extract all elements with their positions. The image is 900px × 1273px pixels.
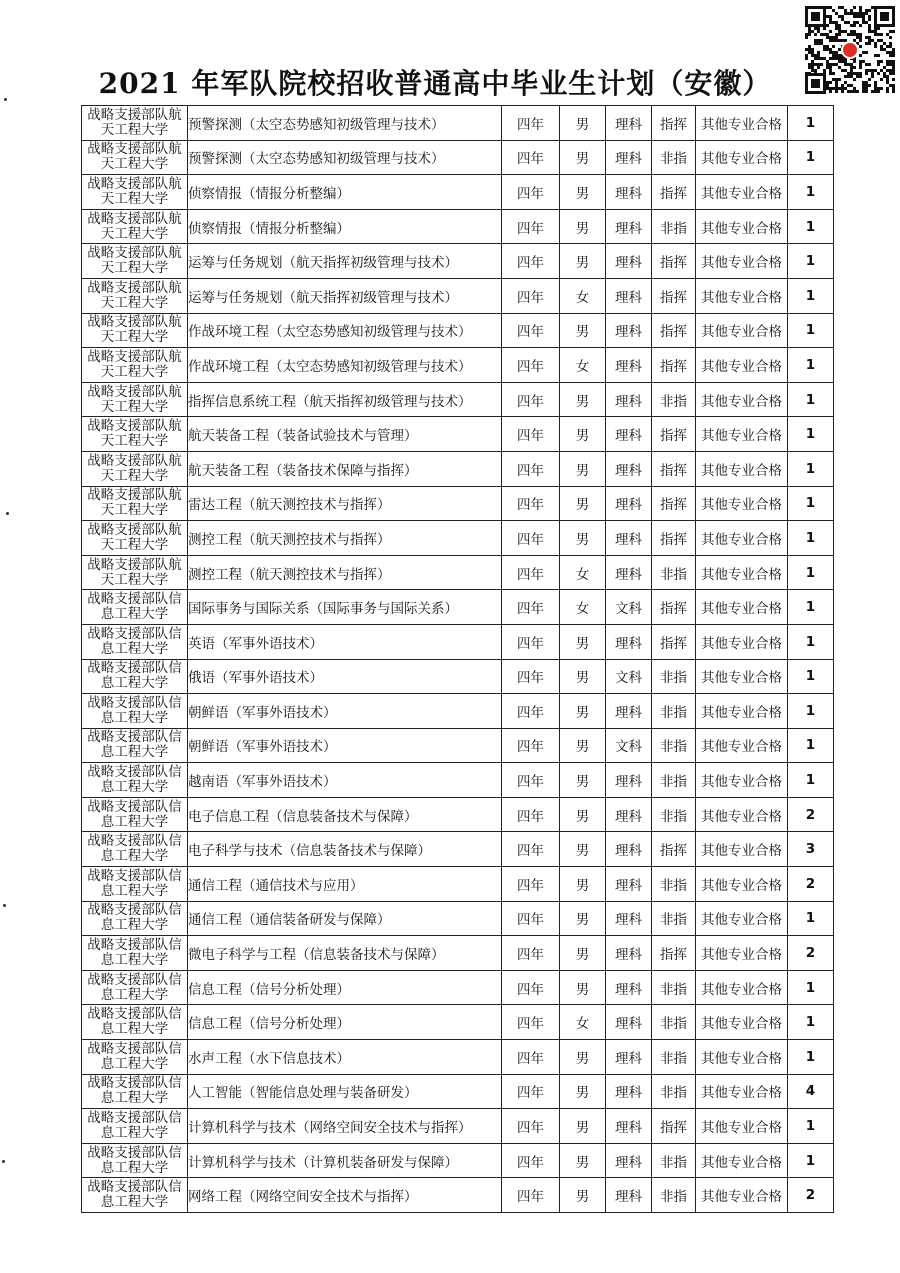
duration-cell: 四年	[502, 417, 560, 452]
requirement-cell: 其他专业合格	[696, 348, 788, 383]
duration-cell: 四年	[502, 832, 560, 867]
category-cell: 非指	[652, 1005, 696, 1040]
count-cell: 1	[788, 694, 834, 729]
school-cell: 战略支援部队信息工程大学	[82, 624, 188, 659]
school-cell: 战略支援部队信息工程大学	[82, 867, 188, 902]
subject-cell: 理科	[606, 486, 652, 521]
table-row	[82, 1074, 834, 1109]
major-cell: 越南语（军事外语技术）	[188, 763, 502, 798]
duration-cell: 四年	[502, 624, 560, 659]
subject-cell: 文科	[606, 659, 652, 694]
scan-speck	[3, 904, 6, 907]
table-row	[82, 763, 834, 798]
duration-cell: 四年	[502, 486, 560, 521]
duration-cell: 四年	[502, 936, 560, 971]
table-row	[82, 244, 834, 279]
count-cell: 1	[788, 382, 834, 417]
requirement-cell: 其他专业合格	[696, 313, 788, 348]
requirement-cell: 其他专业合格	[696, 140, 788, 175]
category-cell: 指挥	[652, 175, 696, 210]
gender-cell: 男	[560, 970, 606, 1005]
gender-cell: 男	[560, 417, 606, 452]
table-row	[82, 140, 834, 175]
duration-cell: 四年	[502, 313, 560, 348]
count-cell: 1	[788, 486, 834, 521]
duration-cell: 四年	[502, 763, 560, 798]
gender-cell: 男	[560, 1040, 606, 1075]
school-cell: 战略支援部队信息工程大学	[82, 763, 188, 798]
subject-cell: 理科	[606, 175, 652, 210]
count-cell: 1	[788, 451, 834, 486]
gender-cell: 男	[560, 175, 606, 210]
requirement-cell: 其他专业合格	[696, 970, 788, 1005]
subject-cell: 理科	[606, 1005, 652, 1040]
school-cell: 战略支援部队航天工程大学	[82, 106, 188, 141]
subject-cell: 理科	[606, 244, 652, 279]
duration-cell: 四年	[502, 1143, 560, 1178]
table-row	[82, 797, 834, 832]
gender-cell: 女	[560, 278, 606, 313]
subject-cell: 理科	[606, 313, 652, 348]
table-row	[82, 348, 834, 383]
gender-cell: 男	[560, 624, 606, 659]
school-cell: 战略支援部队航天工程大学	[82, 451, 188, 486]
count-cell: 4	[788, 1074, 834, 1109]
category-cell: 非指	[652, 1143, 696, 1178]
school-cell: 战略支援部队航天工程大学	[82, 278, 188, 313]
gender-cell: 男	[560, 451, 606, 486]
category-cell: 非指	[652, 970, 696, 1005]
duration-cell: 四年	[502, 451, 560, 486]
major-cell: 朝鲜语（军事外语技术）	[188, 728, 502, 763]
table-row	[82, 832, 834, 867]
gender-cell: 男	[560, 313, 606, 348]
duration-cell: 四年	[502, 278, 560, 313]
school-cell: 战略支援部队信息工程大学	[82, 590, 188, 625]
table-row	[82, 624, 834, 659]
count-cell: 1	[788, 244, 834, 279]
requirement-cell: 其他专业合格	[696, 555, 788, 590]
gender-cell: 男	[560, 763, 606, 798]
table-row	[82, 1040, 834, 1075]
count-cell: 1	[788, 417, 834, 452]
page-title: 2021 年军队院校招收普通高中毕业生计划（安徽）	[98, 67, 772, 100]
table-row	[82, 659, 834, 694]
major-cell: 计算机科学与技术（计算机装备研发与保障）	[188, 1143, 502, 1178]
duration-cell: 四年	[502, 348, 560, 383]
major-cell: 预警探测（太空态势感知初级管理与技术）	[188, 140, 502, 175]
subject-cell: 理科	[606, 1040, 652, 1075]
count-cell: 1	[788, 521, 834, 556]
requirement-cell: 其他专业合格	[696, 797, 788, 832]
count-cell: 1	[788, 659, 834, 694]
count-cell: 3	[788, 832, 834, 867]
major-cell: 网络工程（网络空间安全技术与指挥）	[188, 1178, 502, 1213]
major-cell: 指挥信息系统工程（航天指挥初级管理与技术）	[188, 382, 502, 417]
count-cell: 1	[788, 1005, 834, 1040]
gender-cell: 男	[560, 209, 606, 244]
major-cell: 通信工程（通信装备研发与保障）	[188, 901, 502, 936]
major-cell: 朝鲜语（军事外语技术）	[188, 694, 502, 729]
category-cell: 指挥	[652, 486, 696, 521]
subject-cell: 理科	[606, 624, 652, 659]
qr-code-icon	[805, 6, 895, 94]
table-row	[82, 382, 834, 417]
count-cell: 1	[788, 278, 834, 313]
subject-cell: 理科	[606, 140, 652, 175]
category-cell: 非指	[652, 1040, 696, 1075]
category-cell: 非指	[652, 1074, 696, 1109]
school-cell: 战略支援部队航天工程大学	[82, 209, 188, 244]
school-cell: 战略支援部队信息工程大学	[82, 1040, 188, 1075]
gender-cell: 男	[560, 832, 606, 867]
subject-cell: 理科	[606, 417, 652, 452]
category-cell: 非指	[652, 209, 696, 244]
requirement-cell: 其他专业合格	[696, 624, 788, 659]
requirement-cell: 其他专业合格	[696, 1109, 788, 1144]
category-cell: 指挥	[652, 624, 696, 659]
duration-cell: 四年	[502, 521, 560, 556]
requirement-cell: 其他专业合格	[696, 763, 788, 798]
category-cell: 指挥	[652, 521, 696, 556]
table-row	[82, 936, 834, 971]
major-cell: 航天装备工程（装备试验技术与管理）	[188, 417, 502, 452]
school-cell: 战略支援部队信息工程大学	[82, 1005, 188, 1040]
count-cell: 1	[788, 763, 834, 798]
category-cell: 指挥	[652, 590, 696, 625]
school-cell: 战略支援部队信息工程大学	[82, 901, 188, 936]
count-cell: 1	[788, 313, 834, 348]
requirement-cell: 其他专业合格	[696, 901, 788, 936]
table-row	[82, 1005, 834, 1040]
major-cell: 信息工程（信号分析处理）	[188, 1005, 502, 1040]
school-cell: 战略支援部队信息工程大学	[82, 1178, 188, 1213]
table-row	[82, 313, 834, 348]
category-cell: 指挥	[652, 348, 696, 383]
count-cell: 1	[788, 1143, 834, 1178]
duration-cell: 四年	[502, 1109, 560, 1144]
requirement-cell: 其他专业合格	[696, 1178, 788, 1213]
subject-cell: 理科	[606, 901, 652, 936]
major-cell: 通信工程（通信技术与应用）	[188, 867, 502, 902]
category-cell: 指挥	[652, 106, 696, 141]
subject-cell: 理科	[606, 521, 652, 556]
school-cell: 战略支援部队航天工程大学	[82, 175, 188, 210]
subject-cell: 理科	[606, 1109, 652, 1144]
count-cell: 1	[788, 624, 834, 659]
duration-cell: 四年	[502, 244, 560, 279]
count-cell: 2	[788, 1178, 834, 1213]
requirement-cell: 其他专业合格	[696, 1040, 788, 1075]
requirement-cell: 其他专业合格	[696, 382, 788, 417]
duration-cell: 四年	[502, 1178, 560, 1213]
major-cell: 电子信息工程（信息装备技术与保障）	[188, 797, 502, 832]
requirement-cell: 其他专业合格	[696, 486, 788, 521]
gender-cell: 男	[560, 1109, 606, 1144]
duration-cell: 四年	[502, 901, 560, 936]
table-row	[82, 1178, 834, 1213]
requirement-cell: 其他专业合格	[696, 728, 788, 763]
subject-cell: 理科	[606, 970, 652, 1005]
duration-cell: 四年	[502, 728, 560, 763]
duration-cell: 四年	[502, 970, 560, 1005]
subject-cell: 理科	[606, 797, 652, 832]
count-cell: 2	[788, 867, 834, 902]
duration-cell: 四年	[502, 209, 560, 244]
table-row	[82, 486, 834, 521]
category-cell: 指挥	[652, 832, 696, 867]
count-cell: 1	[788, 209, 834, 244]
gender-cell: 男	[560, 106, 606, 141]
gender-cell: 男	[560, 797, 606, 832]
scan-speck	[4, 98, 7, 101]
table-row	[82, 278, 834, 313]
category-cell: 非指	[652, 867, 696, 902]
requirement-cell: 其他专业合格	[696, 451, 788, 486]
category-cell: 指挥	[652, 313, 696, 348]
duration-cell: 四年	[502, 659, 560, 694]
table-row	[82, 867, 834, 902]
gender-cell: 男	[560, 659, 606, 694]
admission-plan-table	[81, 105, 834, 1213]
school-cell: 战略支援部队信息工程大学	[82, 1109, 188, 1144]
table-row	[82, 694, 834, 729]
school-cell: 战略支援部队信息工程大学	[82, 832, 188, 867]
gender-cell: 女	[560, 555, 606, 590]
gender-cell: 女	[560, 1005, 606, 1040]
subject-cell: 理科	[606, 382, 652, 417]
major-cell: 预警探测（太空态势感知初级管理与技术）	[188, 106, 502, 141]
scan-speck	[6, 512, 9, 515]
category-cell: 非指	[652, 555, 696, 590]
table-row	[82, 1143, 834, 1178]
subject-cell: 理科	[606, 348, 652, 383]
category-cell: 非指	[652, 659, 696, 694]
count-cell: 1	[788, 1040, 834, 1075]
school-cell: 战略支援部队航天工程大学	[82, 244, 188, 279]
duration-cell: 四年	[502, 867, 560, 902]
gender-cell: 男	[560, 728, 606, 763]
category-cell: 指挥	[652, 244, 696, 279]
gender-cell: 男	[560, 521, 606, 556]
school-cell: 战略支援部队航天工程大学	[82, 382, 188, 417]
school-cell: 战略支援部队信息工程大学	[82, 694, 188, 729]
gender-cell: 男	[560, 1143, 606, 1178]
school-cell: 战略支援部队航天工程大学	[82, 417, 188, 452]
category-cell: 非指	[652, 728, 696, 763]
category-cell: 非指	[652, 901, 696, 936]
category-cell: 指挥	[652, 278, 696, 313]
gender-cell: 男	[560, 486, 606, 521]
table-row	[82, 555, 834, 590]
table-row	[82, 175, 834, 210]
major-cell: 国际事务与国际关系（国际事务与国际关系）	[188, 590, 502, 625]
duration-cell: 四年	[502, 140, 560, 175]
subject-cell: 理科	[606, 1074, 652, 1109]
duration-cell: 四年	[502, 797, 560, 832]
category-cell: 非指	[652, 140, 696, 175]
requirement-cell: 其他专业合格	[696, 936, 788, 971]
school-cell: 战略支援部队信息工程大学	[82, 728, 188, 763]
subject-cell: 文科	[606, 728, 652, 763]
count-cell: 1	[788, 555, 834, 590]
subject-cell: 理科	[606, 278, 652, 313]
gender-cell: 男	[560, 867, 606, 902]
category-cell: 非指	[652, 382, 696, 417]
count-cell: 1	[788, 140, 834, 175]
count-cell: 1	[788, 175, 834, 210]
major-cell: 水声工程（水下信息技术）	[188, 1040, 502, 1075]
table-row	[82, 1109, 834, 1144]
table-row	[82, 209, 834, 244]
major-cell: 运筹与任务规划（航天指挥初级管理与技术）	[188, 244, 502, 279]
school-cell: 战略支援部队航天工程大学	[82, 486, 188, 521]
requirement-cell: 其他专业合格	[696, 175, 788, 210]
subject-cell: 理科	[606, 1178, 652, 1213]
major-cell: 雷达工程（航天测控技术与指挥）	[188, 486, 502, 521]
school-cell: 战略支援部队信息工程大学	[82, 659, 188, 694]
count-cell: 2	[788, 936, 834, 971]
major-cell: 英语（军事外语技术）	[188, 624, 502, 659]
requirement-cell: 其他专业合格	[696, 867, 788, 902]
category-cell: 指挥	[652, 451, 696, 486]
duration-cell: 四年	[502, 694, 560, 729]
duration-cell: 四年	[502, 555, 560, 590]
table-row	[82, 451, 834, 486]
count-cell: 1	[788, 106, 834, 141]
category-cell: 非指	[652, 763, 696, 798]
major-cell: 侦察情报（情报分析整编）	[188, 175, 502, 210]
gender-cell: 男	[560, 901, 606, 936]
major-cell: 测控工程（航天测控技术与指挥）	[188, 555, 502, 590]
major-cell: 计算机科学与技术（网络空间安全技术与指挥）	[188, 1109, 502, 1144]
requirement-cell: 其他专业合格	[696, 659, 788, 694]
gender-cell: 男	[560, 1178, 606, 1213]
major-cell: 作战环境工程（太空态势感知初级管理与技术）	[188, 313, 502, 348]
school-cell: 战略支援部队信息工程大学	[82, 936, 188, 971]
table-row	[82, 417, 834, 452]
gender-cell: 男	[560, 244, 606, 279]
category-cell: 指挥	[652, 1109, 696, 1144]
requirement-cell: 其他专业合格	[696, 1143, 788, 1178]
requirement-cell: 其他专业合格	[696, 278, 788, 313]
count-cell: 1	[788, 901, 834, 936]
requirement-cell: 其他专业合格	[696, 209, 788, 244]
subject-cell: 理科	[606, 867, 652, 902]
table-row	[82, 970, 834, 1005]
gender-cell: 男	[560, 936, 606, 971]
major-cell: 信息工程（信号分析处理）	[188, 970, 502, 1005]
category-cell: 非指	[652, 797, 696, 832]
school-cell: 战略支援部队信息工程大学	[82, 797, 188, 832]
category-cell: 非指	[652, 694, 696, 729]
subject-cell: 理科	[606, 1143, 652, 1178]
scan-speck	[2, 1160, 5, 1163]
major-cell: 作战环境工程（太空态势感知初级管理与技术）	[188, 348, 502, 383]
school-cell: 战略支援部队航天工程大学	[82, 140, 188, 175]
school-cell: 战略支援部队信息工程大学	[82, 970, 188, 1005]
requirement-cell: 其他专业合格	[696, 694, 788, 729]
subject-cell: 理科	[606, 763, 652, 798]
gender-cell: 女	[560, 348, 606, 383]
major-cell: 测控工程（航天测控技术与指挥）	[188, 521, 502, 556]
school-cell: 战略支援部队航天工程大学	[82, 521, 188, 556]
school-cell: 战略支援部队航天工程大学	[82, 313, 188, 348]
category-cell: 指挥	[652, 936, 696, 971]
gender-cell: 男	[560, 140, 606, 175]
major-cell: 航天装备工程（装备技术保障与指挥）	[188, 451, 502, 486]
duration-cell: 四年	[502, 175, 560, 210]
major-cell: 微电子科学与工程（信息装备技术与保障）	[188, 936, 502, 971]
subject-cell: 理科	[606, 936, 652, 971]
gender-cell: 男	[560, 382, 606, 417]
subject-cell: 理科	[606, 694, 652, 729]
major-cell: 侦察情报（情报分析整编）	[188, 209, 502, 244]
count-cell: 1	[788, 728, 834, 763]
count-cell: 1	[788, 1109, 834, 1144]
requirement-cell: 其他专业合格	[696, 521, 788, 556]
duration-cell: 四年	[502, 382, 560, 417]
school-cell: 战略支援部队信息工程大学	[82, 1143, 188, 1178]
requirement-cell: 其他专业合格	[696, 106, 788, 141]
table-row	[82, 590, 834, 625]
table-row	[82, 521, 834, 556]
count-cell: 1	[788, 970, 834, 1005]
subject-cell: 理科	[606, 555, 652, 590]
category-cell: 非指	[652, 1178, 696, 1213]
major-cell: 运筹与任务规划（航天指挥初级管理与技术）	[188, 278, 502, 313]
requirement-cell: 其他专业合格	[696, 1074, 788, 1109]
subject-cell: 理科	[606, 451, 652, 486]
table-row	[82, 728, 834, 763]
count-cell: 2	[788, 797, 834, 832]
major-cell: 电子科学与技术（信息装备技术与保障）	[188, 832, 502, 867]
requirement-cell: 其他专业合格	[696, 1005, 788, 1040]
subject-cell: 文科	[606, 590, 652, 625]
duration-cell: 四年	[502, 106, 560, 141]
gender-cell: 女	[560, 590, 606, 625]
duration-cell: 四年	[502, 590, 560, 625]
count-cell: 1	[788, 348, 834, 383]
subject-cell: 理科	[606, 209, 652, 244]
requirement-cell: 其他专业合格	[696, 417, 788, 452]
major-cell: 人工智能（智能信息处理与装备研发）	[188, 1074, 502, 1109]
major-cell: 俄语（军事外语技术）	[188, 659, 502, 694]
duration-cell: 四年	[502, 1074, 560, 1109]
school-cell: 战略支援部队航天工程大学	[82, 555, 188, 590]
gender-cell: 男	[560, 1074, 606, 1109]
duration-cell: 四年	[502, 1040, 560, 1075]
requirement-cell: 其他专业合格	[696, 590, 788, 625]
school-cell: 战略支援部队信息工程大学	[82, 1074, 188, 1109]
duration-cell: 四年	[502, 1005, 560, 1040]
table-row	[82, 106, 834, 141]
requirement-cell: 其他专业合格	[696, 244, 788, 279]
table-row	[82, 901, 834, 936]
subject-cell: 理科	[606, 832, 652, 867]
subject-cell: 理科	[606, 106, 652, 141]
category-cell: 指挥	[652, 417, 696, 452]
school-cell: 战略支援部队航天工程大学	[82, 348, 188, 383]
gender-cell: 男	[560, 694, 606, 729]
requirement-cell: 其他专业合格	[696, 832, 788, 867]
count-cell: 1	[788, 590, 834, 625]
